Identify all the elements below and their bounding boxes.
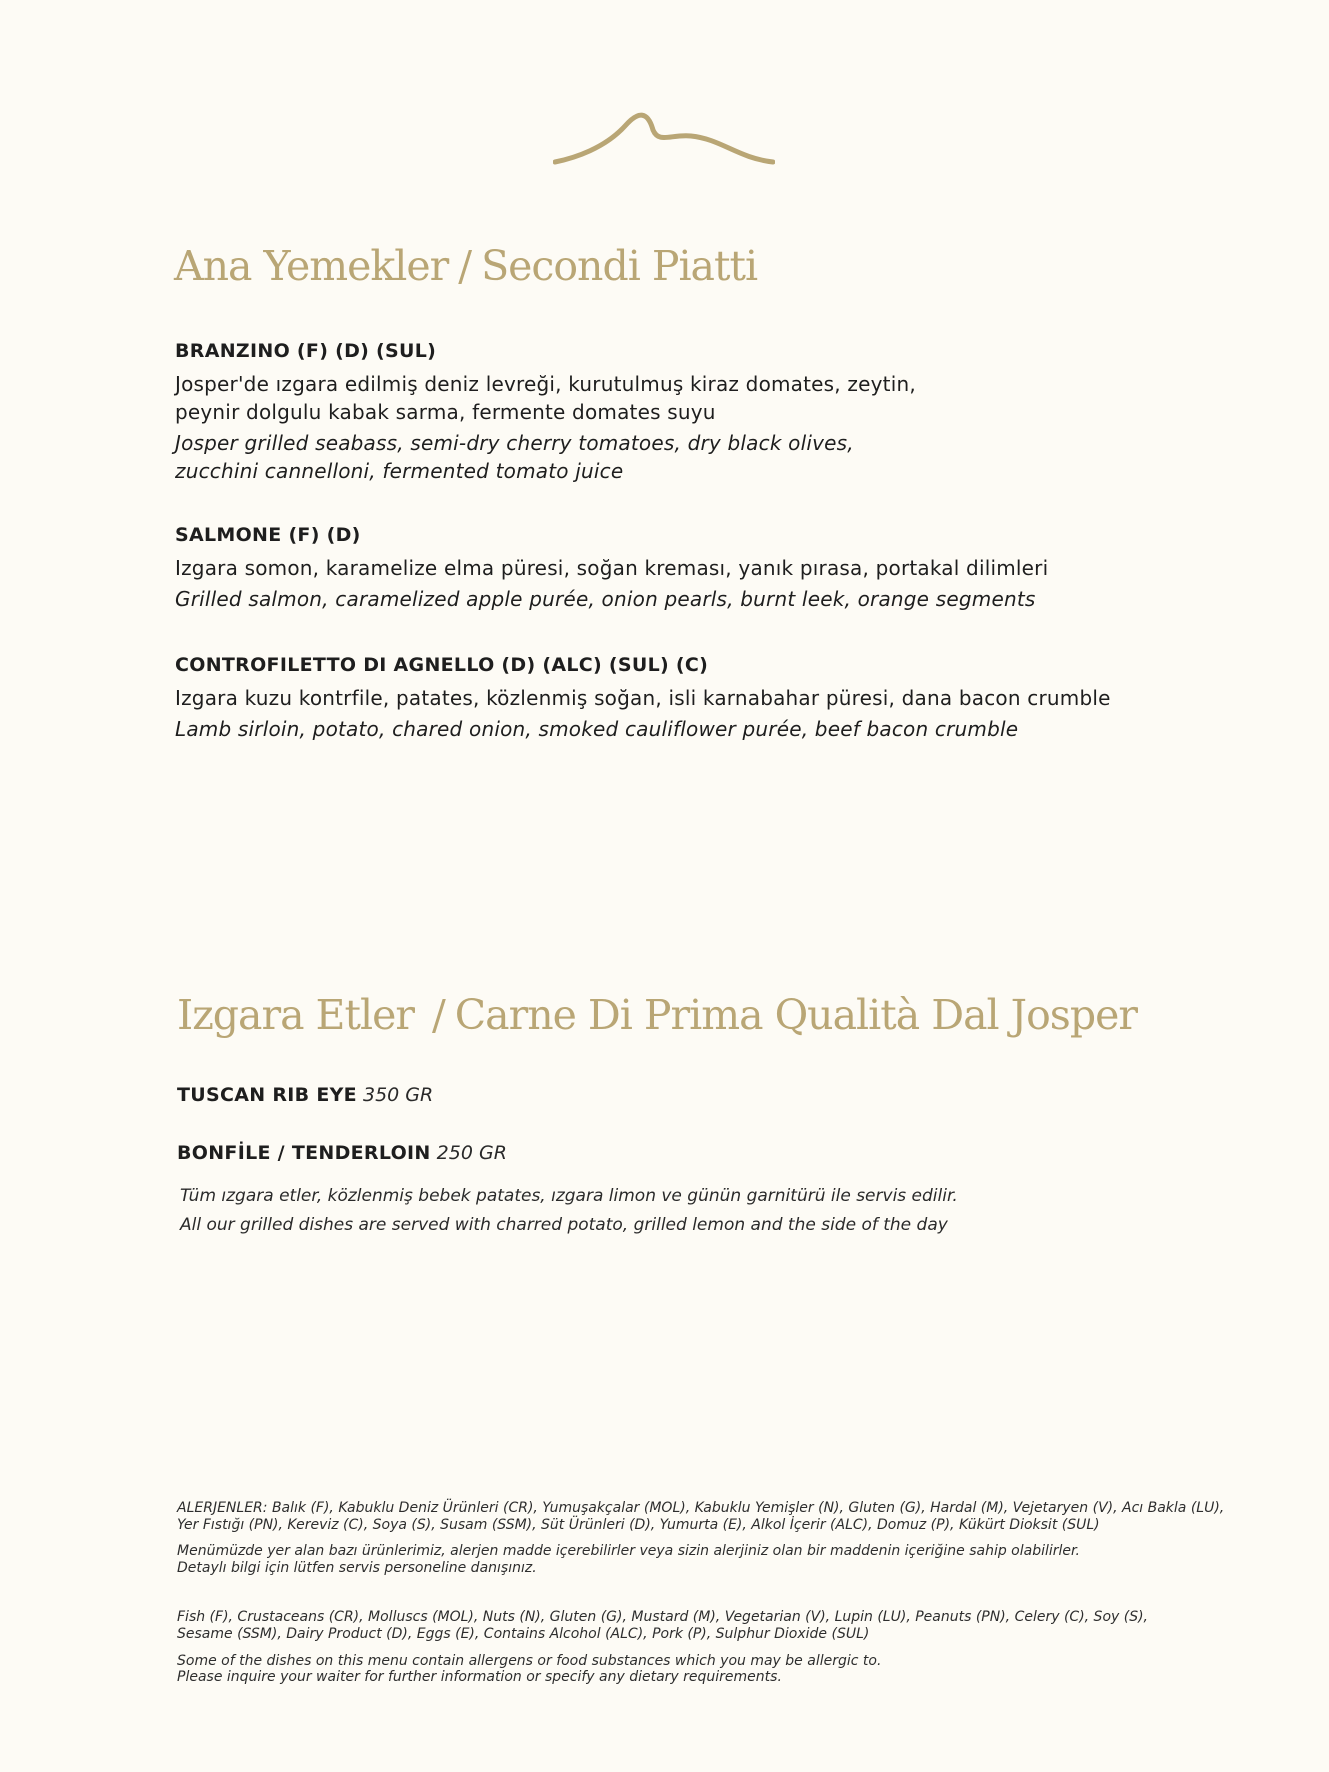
section-title-separator: / (458, 242, 472, 290)
dish-salmone (175, 524, 1175, 613)
dish-controfiletto (175, 654, 1175, 743)
meat-item-rib-eye (177, 1084, 433, 1106)
dish-description-en: Josper grilled seabass, semi-dry cherry tomatoes, dry black olives, (175, 431, 854, 455)
dish-branzino (175, 340, 1175, 485)
allergen-note-tr: Menümüzde yer alan bazı ürünlerimiz, alerjen madde içerebilirler veya sizin alerjiniz olan bir maddenin içeriğine sahip olabilirler. (177, 1543, 1080, 1559)
allergen-note-en: Please inquire your waiter for further information or specify any dietary requirements. (177, 1669, 782, 1685)
dish-description-tr: Izgara somon, karamelize elma püresi, soğan kreması, yanık pırasa, portakal dilimleri (175, 556, 1049, 580)
allergen-note-tr: Detaylı bilgi için lütfen servis personeline danışınız. (177, 1560, 537, 1576)
mountain-wave-logo-icon (553, 108, 775, 172)
allergen-list-en: Fish (F), Crustaceans (CR), Molluscs (MOL), Nuts (N), Gluten (G), Mustard (M), Vegetarian (V), Lupin (LU), Peanuts (PN), Celery (C), Soy (S), (177, 1609, 1149, 1625)
grill-note-en: All our grilled dishes are served with charred potato, grilled lemon and the side of the day (180, 1215, 948, 1235)
dish-name: CONTROFILETTO DI AGNELLO (D) (ALC) (SUL) (C) (175, 654, 709, 676)
meat-item-tenderloin (177, 1142, 507, 1164)
dish-description-tr: Izgara kuzu kontrfile, patates, közlenmiş soğan, isli karnabahar püresi, dana bacon crumble (175, 686, 1111, 710)
meat-name: TUSCAN RIB EYE (177, 1084, 357, 1106)
dish-description-en: Lamb sirloin, potato, chared onion, smoked cauliflower purée, beef bacon crumble (175, 717, 1019, 741)
dish-name: BRANZINO (F) (D) (SUL) (175, 340, 437, 362)
grill-note-tr: Tüm ızgara etler, közlenmiş bebek patates, ızgara limon ve günün garnitürü ile servis edilir. (180, 1186, 958, 1206)
dish-description-en: Grilled salmon, caramelized apple purée, onion pearls, burnt leek, orange segments (175, 587, 1036, 611)
dish-description-tr: Josper'de ızgara edilmiş deniz levreği, kurutulmuş kiraz domates, zeytin, (175, 372, 916, 396)
dish-name: SALMONE (F) (D) (175, 524, 361, 546)
meat-name: BONFİLE / TENDERLOIN (177, 1142, 431, 1164)
section-title-it: Carne Di Prima Qualità Dal Josper (454, 991, 1137, 1039)
section-title-separator: / (431, 991, 445, 1039)
dish-description-en: zucchini cannelloni, fermented tomato juice (175, 459, 624, 483)
allergen-list-tr: ALERJENLER: Balık (F), Kabuklu Deniz Ürünleri (CR), Yumuşakçalar (MOL), Kabuklu Yemişler (N), Gluten (G), Hardal (M), Vejetaryen (V), Acı Bakla (LU), (177, 1500, 1225, 1516)
meat-weight: 350 GR (363, 1084, 434, 1106)
section-title-tr: Izgara Etler (177, 991, 414, 1039)
section-title-it: Secondi Piatti (481, 242, 758, 290)
section-title-tr: Ana Yemekler (174, 242, 449, 290)
allergen-list-tr: Yer Fıstığı (PN), Kereviz (C), Soya (S), Susam (SSM), Süt Ürünleri (D), Yumurta (E), Alkol İçerir (ALC), Domuz (P), Kükürt Dioksit (SUL) (177, 1517, 1100, 1533)
dish-description-tr: peynir dolgulu kabak sarma, fermente domates suyu (175, 400, 716, 424)
section-title-grilled-meats (177, 991, 1137, 1039)
allergen-note-en: Some of the dishes on this menu contain allergens or food substances which you may be allergic to. (177, 1653, 882, 1669)
meat-weight: 250 GR (436, 1142, 507, 1164)
allergen-list-en: Sesame (SSM), Dairy Product (D), Eggs (E), Contains Alcohol (ALC), Pork (P), Sulphur Dioxide (SUL) (177, 1626, 870, 1642)
section-title-main-courses (174, 242, 757, 290)
